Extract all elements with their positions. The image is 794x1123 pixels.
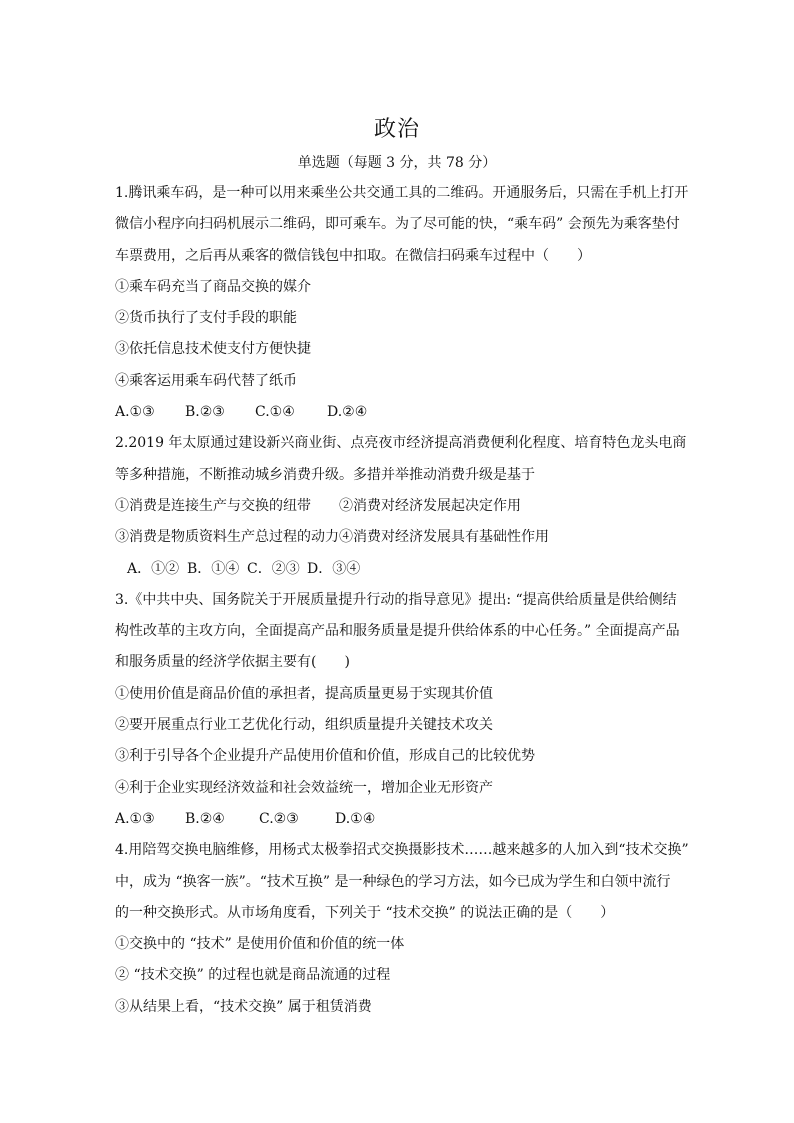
statement-item: ③利于引导各个企业提升产品使用价值和价值，形成自己的比较优势 [115,748,535,765]
statement-item: ③从结果上看，“技术交换” 属于租赁消费 [115,998,372,1015]
statement-item: ④乘客运用乘车码代替了纸币 [115,372,297,389]
option-a: A．①② [127,560,180,577]
option-d: D．③④ [307,560,361,577]
statement-item: ④利于企业实现经济效益和社会效益统一，增加企业无形资产 [115,779,493,796]
option-a: A.①③ [115,404,155,421]
question-2 [115,428,685,584]
question-stem-line: 微信小程序向扫码机展示二维码，即可乘车。为了尽可能的快，“乘车码” 会预先为乘客垫付 [115,216,680,233]
page-title: 政治 [373,117,420,142]
answer-options [115,554,685,585]
question-stem-line: 3.《中共中央、国务院关于开展质量提升行动的指导意见》提出: “提高供给质量是供给侧结 [115,591,677,608]
question-stem-line: 车票费用，之后再从乘客的微信钱包中扣取。在微信扫码乘车过程中（ ） [115,247,591,264]
question-3 [115,585,685,835]
answer-options [115,804,685,835]
option-c: C．②③ [247,560,300,577]
option-c: C.②③ [259,810,299,827]
statement-item: ②要开展重点行业工艺优化行动，组织质量提升关键技术攻关 [115,717,493,734]
question-stem-line: 的一种交换形式。从市场角度看，下列关于 “技术交换” 的说法正确的是（ ） [115,904,615,921]
statement-item: ②货币执行了支付手段的职能 [115,310,297,327]
question-stem-line: 1.腾讯乘车码，是一种可以用来乘坐公共交通工具的二维码。开通服务后，只需在手机上打开 [115,185,689,201]
statement-item: ③依托信息技术使支付方便快捷 [115,341,311,358]
statement-item: ①交换中的 “技术” 是使用价值和价值的统一体 [115,936,405,953]
question-stem-line: 等多种措施，不断推动城乡消费升级。多措并举推动消费升级是基于 [115,466,535,483]
option-c: C.①④ [255,404,295,421]
question-stem-line: 和服务质量的经济学依据主要有( ) [115,654,350,671]
statement-item: ③消费是物质资料生产总过程的动力④消费对经济发展具有基础性作用 [115,529,549,546]
section-heading: 单选题（每题 3 分，共 78 分） [297,155,497,171]
option-b: B.②④ [185,810,225,827]
statement-item: ② “技术交换” 的过程也就是商品流通的过程 [115,967,391,984]
question-4 [115,835,689,1023]
answer-options [115,397,685,428]
option-d: D.①④ [335,810,376,827]
question-1 [115,178,689,428]
statement-item: ①乘车码充当了商品交换的媒介 [115,278,311,295]
question-list [115,178,689,1023]
option-b: B.②③ [185,404,225,421]
question-stem-line: 4.用陪驾交换电脑维修，用杨式太极拳招式交换摄影技术……越来越多的人加入到“技术交换” [115,842,689,859]
question-stem-line: 构性改革的主攻方向，全面提高产品和服务质量是提升供给体系的中心任务。” 全面提高产品 [115,623,680,640]
statement-item: ①使用价值是商品价值的承担者，提高质量更易于实现其价值 [115,685,493,702]
option-a: A.①③ [115,810,155,827]
option-d: D.②④ [327,404,368,421]
option-b: B．①④ [187,560,240,577]
question-stem-line: 2.2019 年太原通过建设新兴商业街、点亮夜市经济提高消费便利化程度、培育特色龙头电商 [115,435,687,452]
question-stem-line: 中，成为 “换客一族”。“技术互换” 是一种绿色的学习方法，如今已成为学生和白领中流行 [115,873,671,890]
statement-item: ①消费是连接生产与交换的纽带 ②消费对经济发展起决定作用 [115,497,521,514]
